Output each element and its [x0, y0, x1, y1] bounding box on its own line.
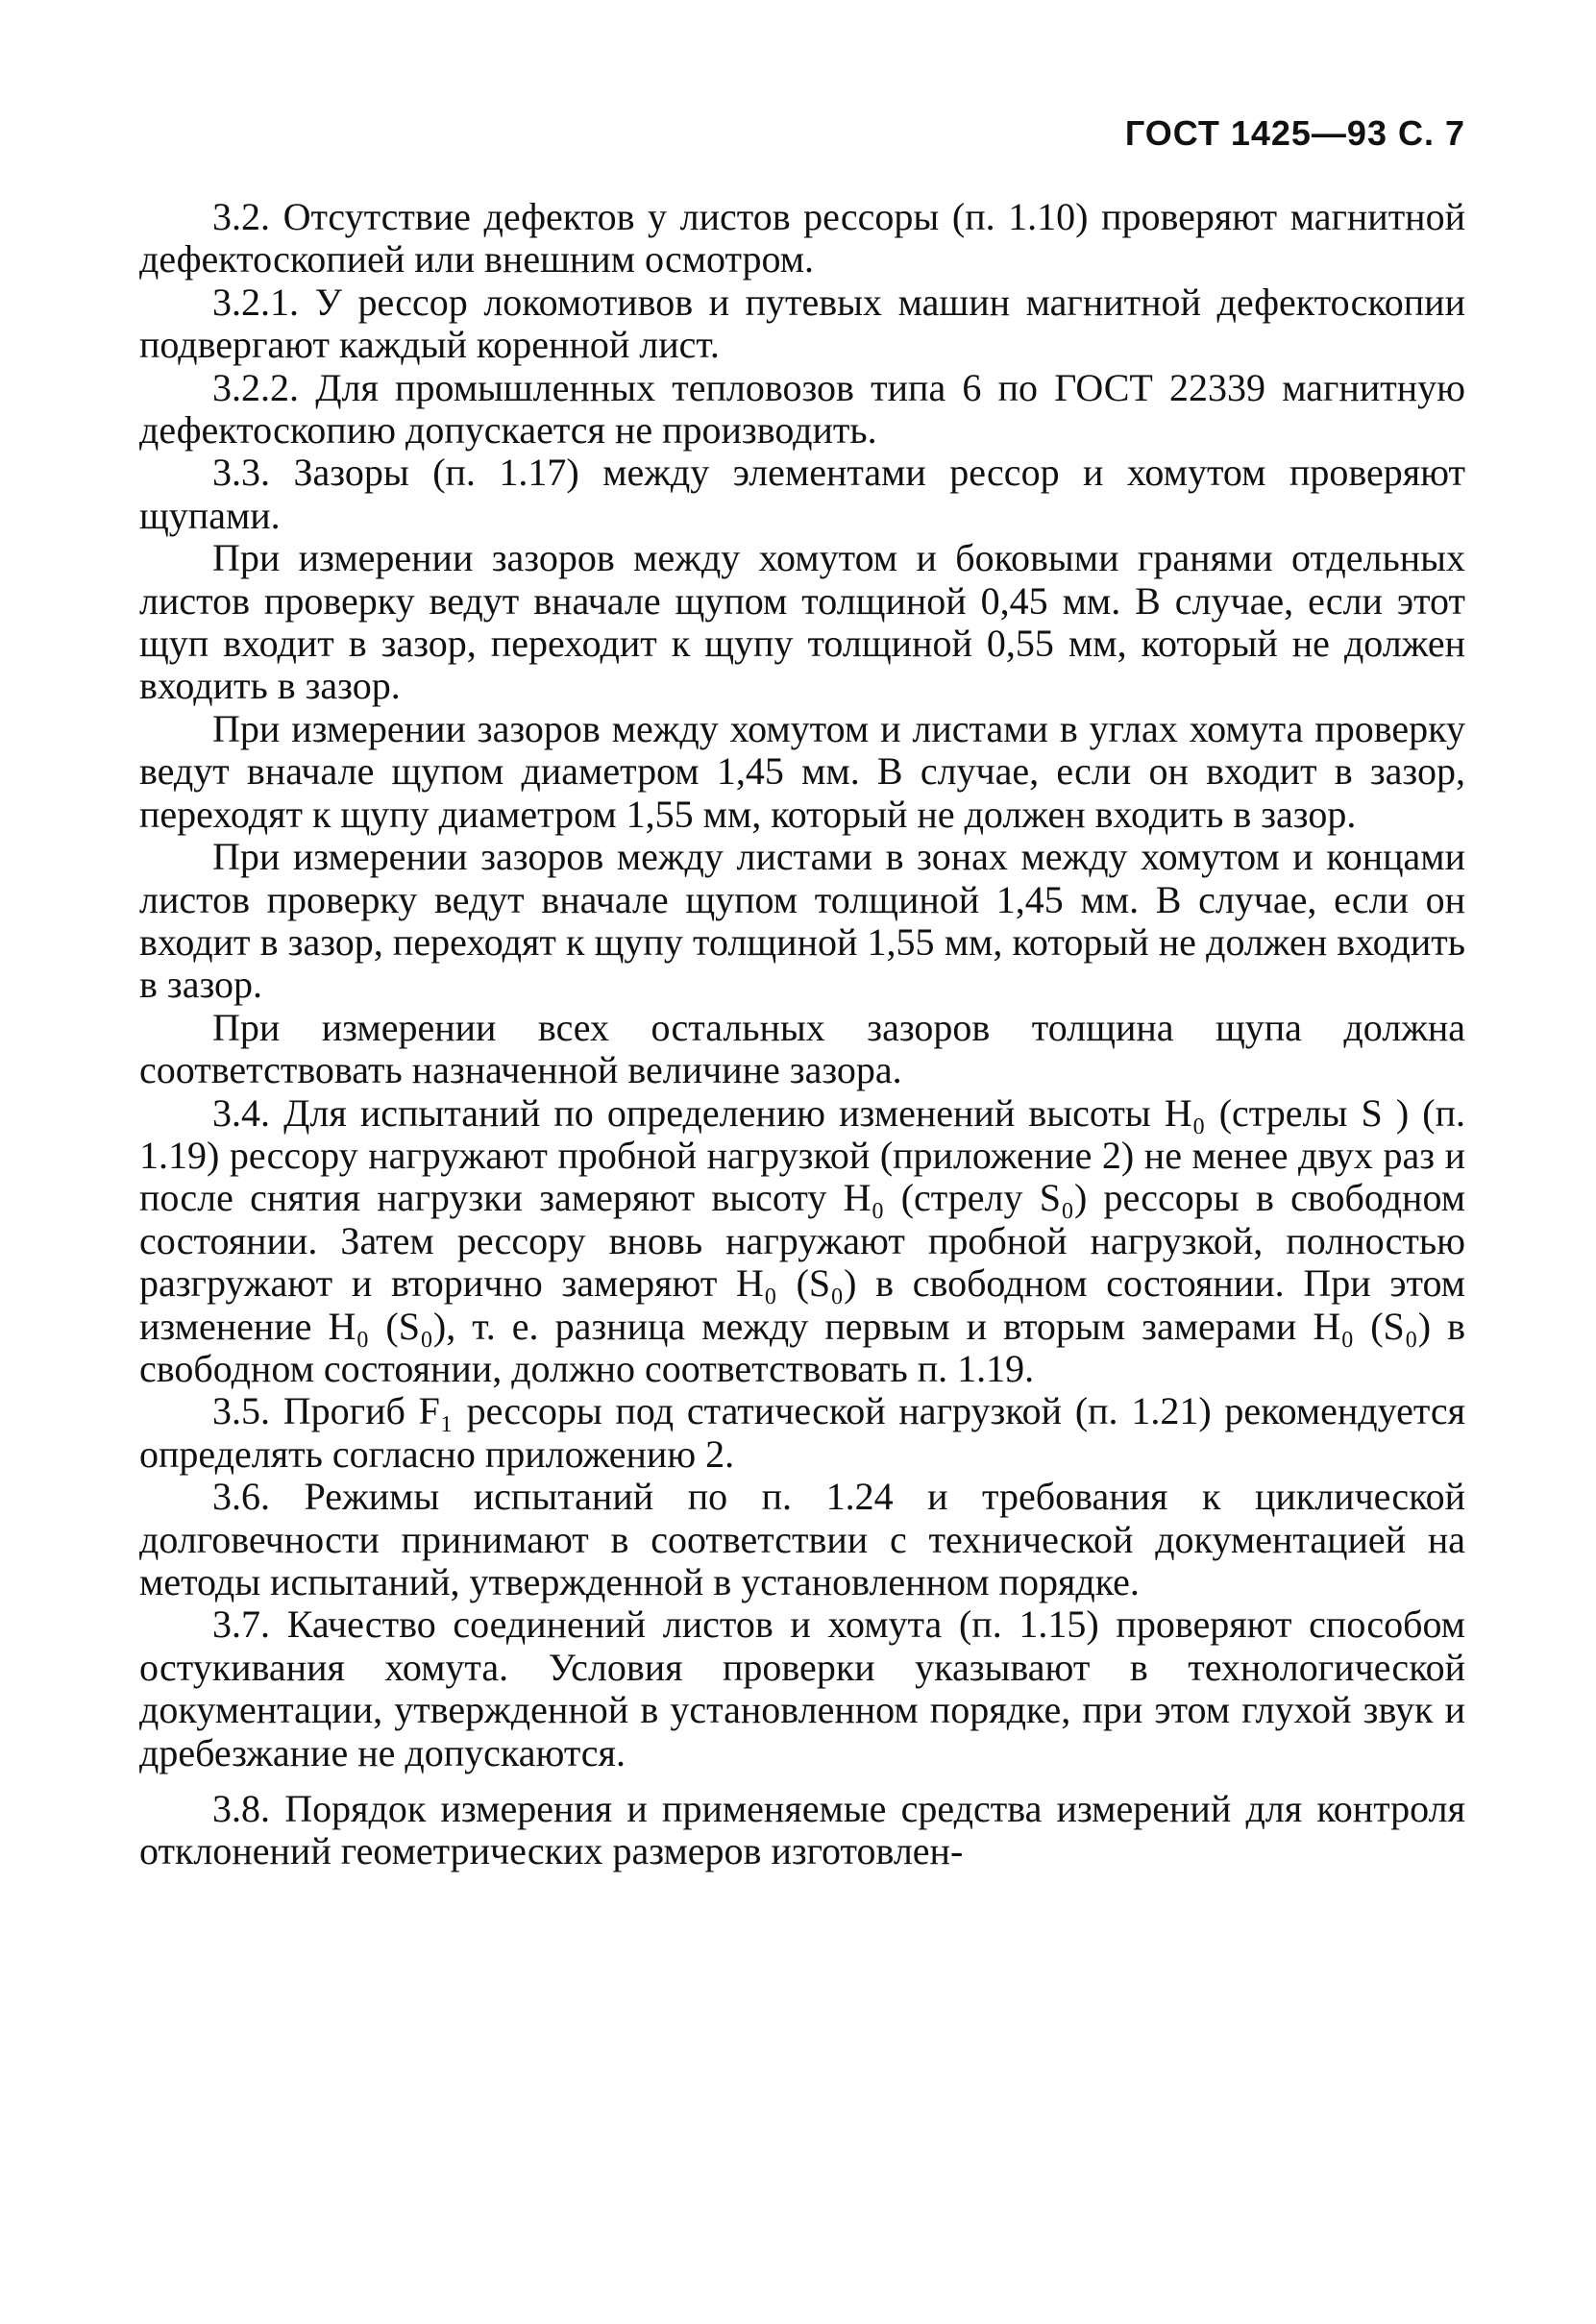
document-page: [139, 113, 1465, 1873]
document-body: [139, 196, 1465, 1873]
paragraph-3-6: 3.6. Режимы испытаний по п. 1.24 и требования к циклической долговечности принимают в соответствии с технической документацией на методы испытаний, утвержденной в установленном порядке.: [139, 1475, 1465, 1603]
paragraph-3-2-2: 3.2.2. Для промышленных тепловозов типа 6 по ГОСТ 22339 магнитную дефектоскопию допускается не производить.: [139, 365, 1465, 453]
paragraph-3-2-1: 3.2.1. У рессор локомотивов и путевых машин магнитной дефектоскопии подвергают каждый коренной лист.: [139, 280, 1465, 367]
paragraph-3-7: 3.7. Качество соединений листов и хомута (п. 1.15) проверяют способом остукивания хомута. Условия проверки указывают в технологической документации, утвержденной в установленном порядке, при этом глухой звук и дребезжание не допускаются.: [139, 1602, 1465, 1774]
paragraph-gaps-zones: При измерении зазоров между листами в зонах между хомутом и концами листов проверку ведут вначале щупом толщиной 1,45 мм. В случае, если он входит в зазор, переходят к щупу толщиной 1,55 мм, который не должен входить в зазор.: [139, 835, 1465, 1007]
paragraph-3-3: 3.3. Зазоры (п. 1.17) между элементами рессор и хомутом проверяют щупами.: [139, 451, 1465, 537]
running-head: ГОСТ 1425—93 С. 7: [1124, 113, 1465, 153]
paragraph-3-4: 3.4. Для испытаний по определению изменений высоты H₀ (стрелы S ) (п. 1.19) рессору нагружают пробной нагрузкой (приложение 2) не менее двух раз и после снятия нагрузки замеряют высоту H₀ (стрелу S₀) рессоры в свободном состоянии. Затем рессору вновь нагружают пробной нагрузкой, полностью разгружают и вторично замеряют H₀ (S₀) в свободном состоянии. При этом изменение H₀ (S₀), т. е. разница между первым и вторым замерами H₀ (S₀) в свободном состоянии, должно соответствовать п. 1.19.: [139, 1090, 1465, 1390]
paragraph-gaps-corners: При измерении зазоров между хомутом и листами в углах хомута проверку ведут вначале щупом диаметром 1,45 мм. В случае, если он входит в зазор, переходят к щупу диаметром 1,55 мм, который не должен входить в зазор.: [139, 706, 1465, 836]
paragraph-gaps-side: При измерении зазоров между хомутом и боковыми гранями отдельных листов проверку ведут вначале щупом толщиной 0,45 мм. В случае, если этот щуп входит в зазор, переходит к щупу толщиной 0,55 мм, который не должен входить в зазор.: [139, 536, 1465, 708]
paragraph-3-8: 3.8. Порядок измерения и применяемые средства измерений для контроля отклонений геометрических размеров изготовлен-: [139, 1787, 1465, 1873]
paragraph-3-5: 3.5. Прогиб F₁ рессоры под статической нагрузкой (п. 1.21) рекомендуется определять согласно приложению 2.: [139, 1389, 1465, 1476]
paragraph-3-2: 3.2. Отсутствие дефектов у листов рессоры (п. 1.10) проверяют магнитной дефектоскопией или внешним осмотром.: [139, 195, 1465, 281]
paragraph-gaps-other: При измерении всех остальных зазоров толщина щупа должна соответствовать назначенной величине зазора.: [139, 1005, 1465, 1092]
